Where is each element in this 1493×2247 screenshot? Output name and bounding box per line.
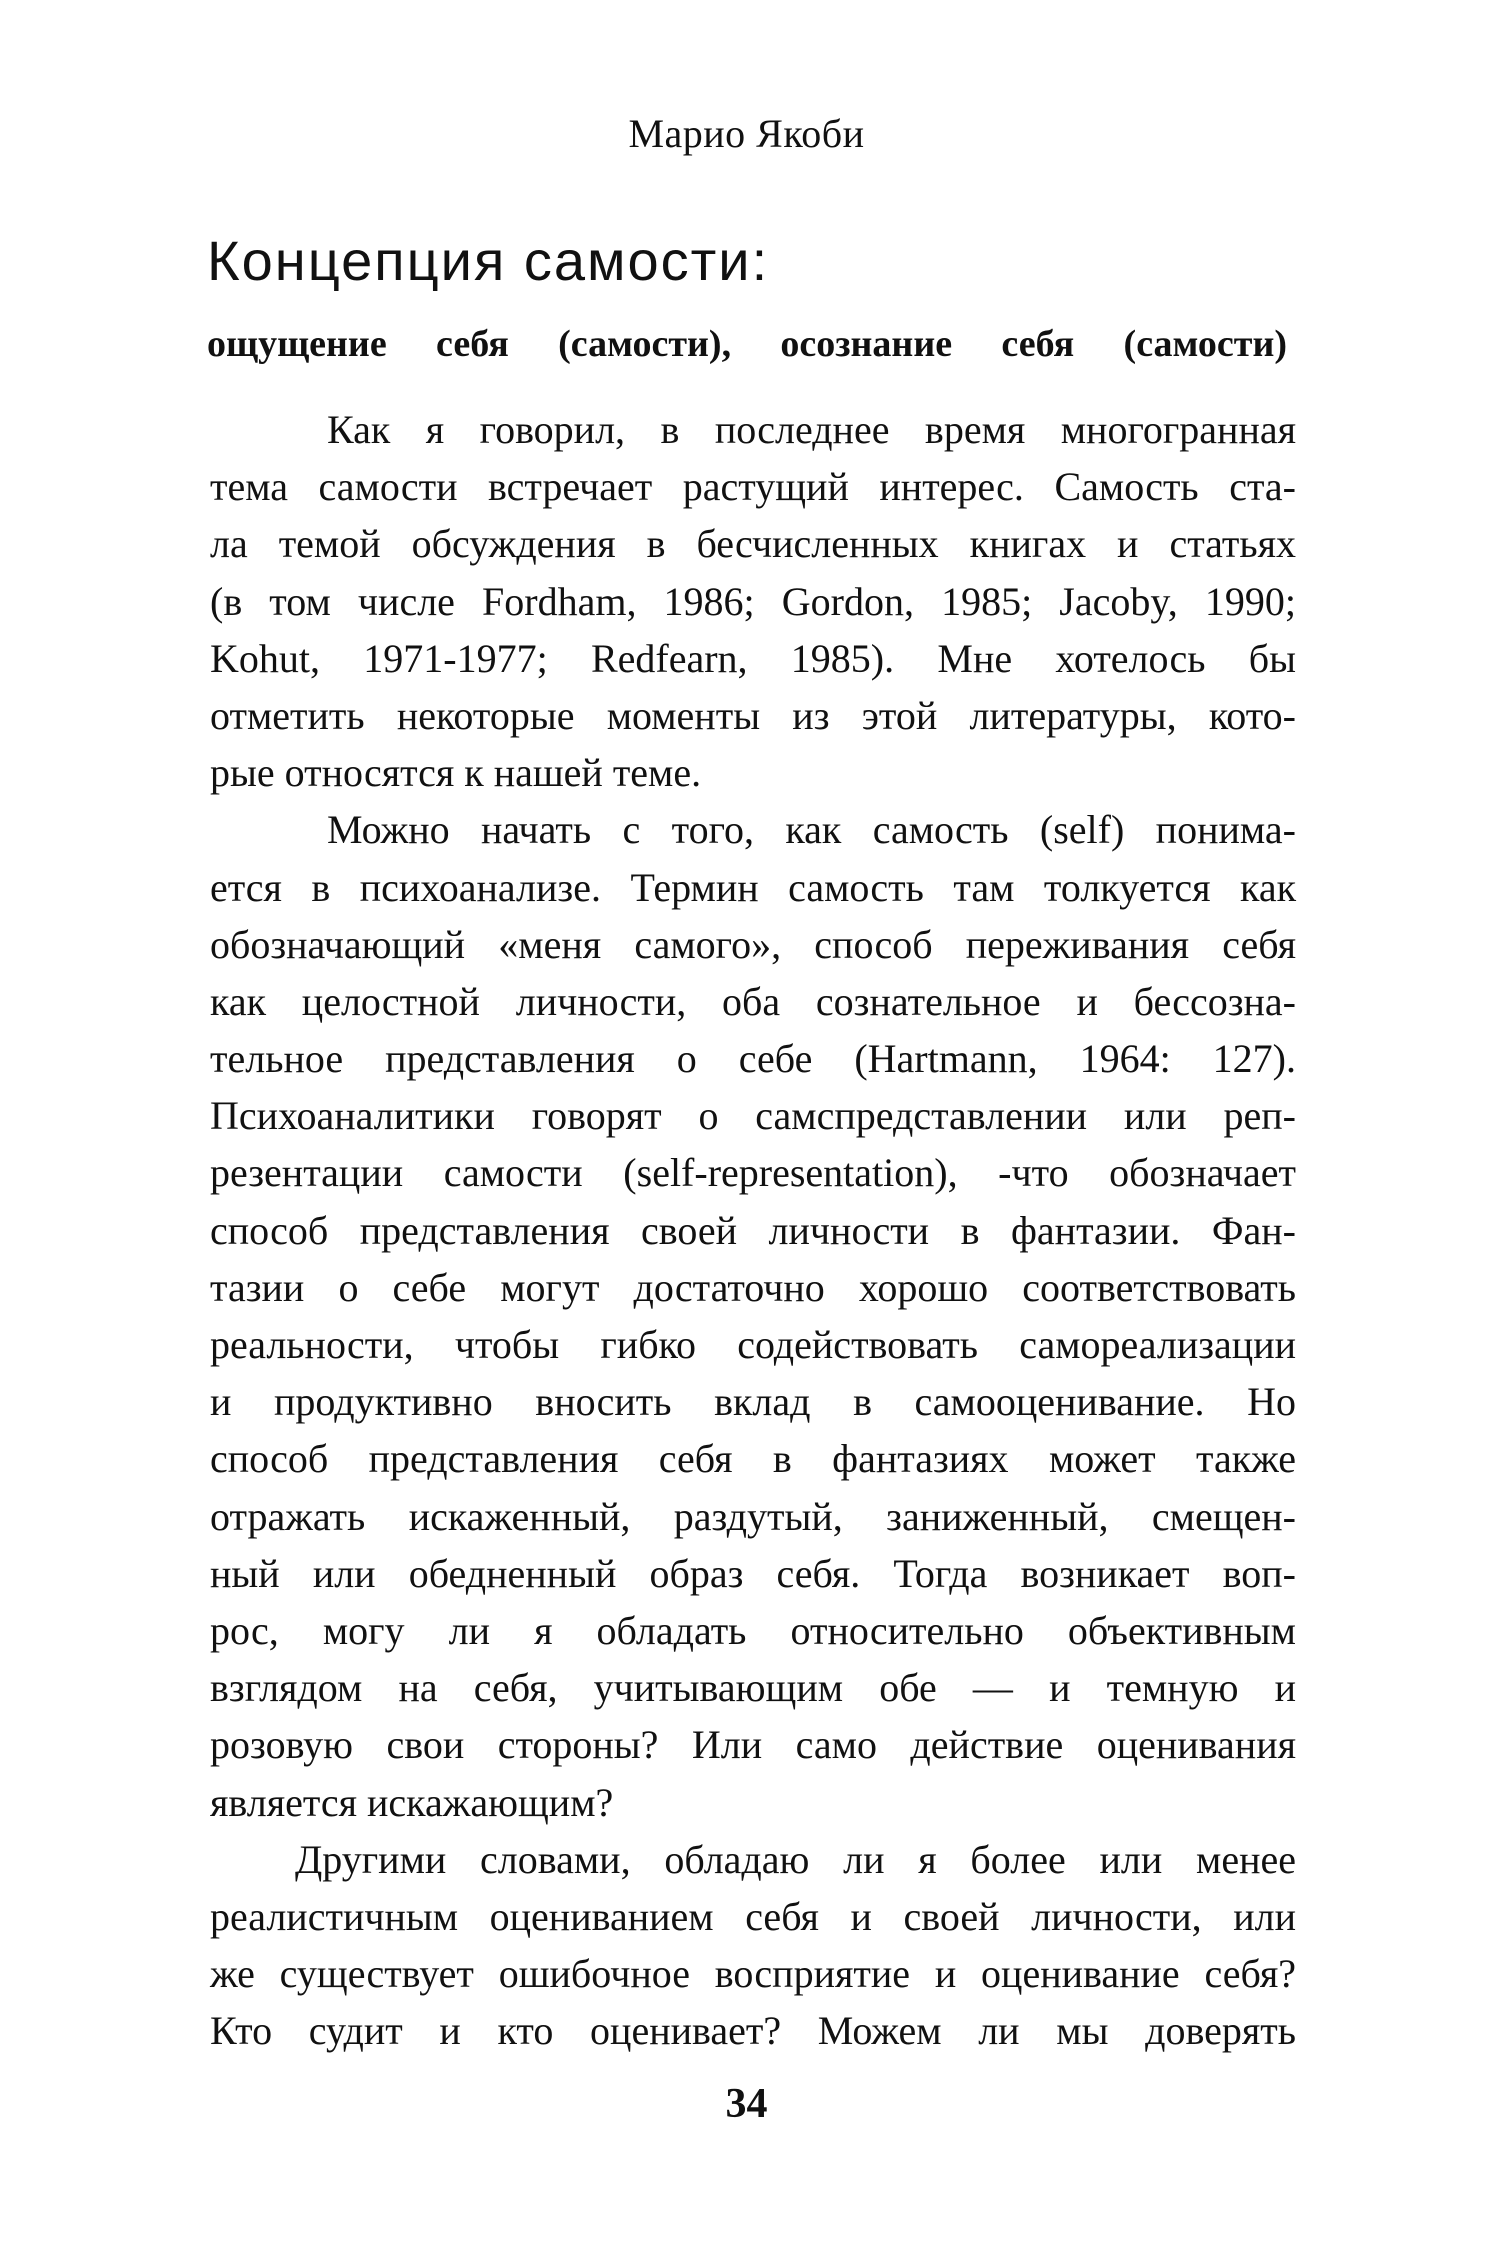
- page-number: 34: [725, 2081, 768, 2127]
- paragraph-2-line: отражать искаженный, раздутый, заниженный, смещен-: [210, 1493, 1296, 1539]
- paragraph-3-line: Кто судит и кто оценивает? Можем ли мы доверять: [210, 2008, 1296, 2054]
- paragraph-2-line: и продуктивно вносить вклад в самооценивание. Но: [210, 1379, 1296, 1425]
- paragraph-3-line: реалистичным оцениванием себя и своей личности, или: [210, 1893, 1296, 1939]
- paragraph-2-line: способ представления себя в фантазиях может также: [210, 1436, 1296, 1482]
- body-text: [210, 401, 1296, 2059]
- paragraph-2-line: ется в психоанализе. Термин самость там толкуется как: [210, 864, 1296, 910]
- paragraph-2-line: резентации самости (self-representation), -что обозначает: [210, 1150, 1296, 1196]
- paragraph-2-line: как целостной личности, оба сознательное и бессозна-: [210, 978, 1296, 1024]
- paragraph-2-line: реальности, чтобы гибко содействовать самореализации: [210, 1322, 1296, 1367]
- paragraph-2-line: рос, могу ли я обладать относительно объективным: [210, 1607, 1296, 1653]
- paragraph-2-line: розовую свои стороны? Или само действие оценивания: [210, 1722, 1296, 1768]
- paragraph-1-line: отметить некоторые моменты из этой литературы, кото-: [210, 692, 1296, 738]
- paragraph-2-line: тельное представления о себе (Hartmann, 1964: 127).: [210, 1036, 1296, 1082]
- paragraph-1-line: рые относятся к нашей теме.: [210, 750, 702, 796]
- paragraph-1-line: тема самости встречает растущий интерес. Самость ста-: [210, 464, 1296, 510]
- paragraph-2-line: Можно начать с того, как самость (self) понима-: [327, 807, 1296, 853]
- paragraph-2-line: Психоаналитики говорят о самспредставлении или реп-: [210, 1093, 1296, 1139]
- paragraph-2-line: способ представления своей личности в фантазии. Фан-: [210, 1207, 1296, 1253]
- paragraph-1-line: Как я говорил, в последнее время многогранная: [327, 407, 1296, 452]
- chapter-title: Концепция самости:: [207, 229, 770, 292]
- paragraph-2-line: обозначающий «меня самого», способ переживания себя: [210, 921, 1296, 967]
- paragraph-3-line: Другими словами, обладаю ли я более или менее: [295, 1836, 1296, 1882]
- paragraph-2-line: взглядом на себя, учитывающим обе — и темную и: [210, 1665, 1296, 1711]
- paragraph-2-line: является искажающим?: [210, 1779, 614, 1825]
- paragraph-1-line: ла темой обсуждения в бесчисленных книгах и статьях: [210, 521, 1296, 567]
- paragraph-2-line: ный или обедненный образ себя. Тогда возникает воп-: [210, 1550, 1296, 1596]
- running-head-author: Марио Якоби: [628, 111, 865, 156]
- chapter-subtitle: ощущение себя (самости), осознание себя (самости): [207, 323, 1287, 365]
- paragraph-2-line: тазии о себе могут достаточно хорошо соответствовать: [210, 1264, 1296, 1310]
- paragraph-1-line: (в том числе Fordham, 1986; Gordon, 1985; Jacoby, 1990;: [210, 578, 1296, 624]
- paragraph-3-line: же существует ошибочное восприятие и оценивание себя?: [210, 1951, 1296, 1997]
- paragraph-1-line: Kohut, 1971-1977; Redfearn, 1985). Мне хотелось бы: [210, 635, 1296, 681]
